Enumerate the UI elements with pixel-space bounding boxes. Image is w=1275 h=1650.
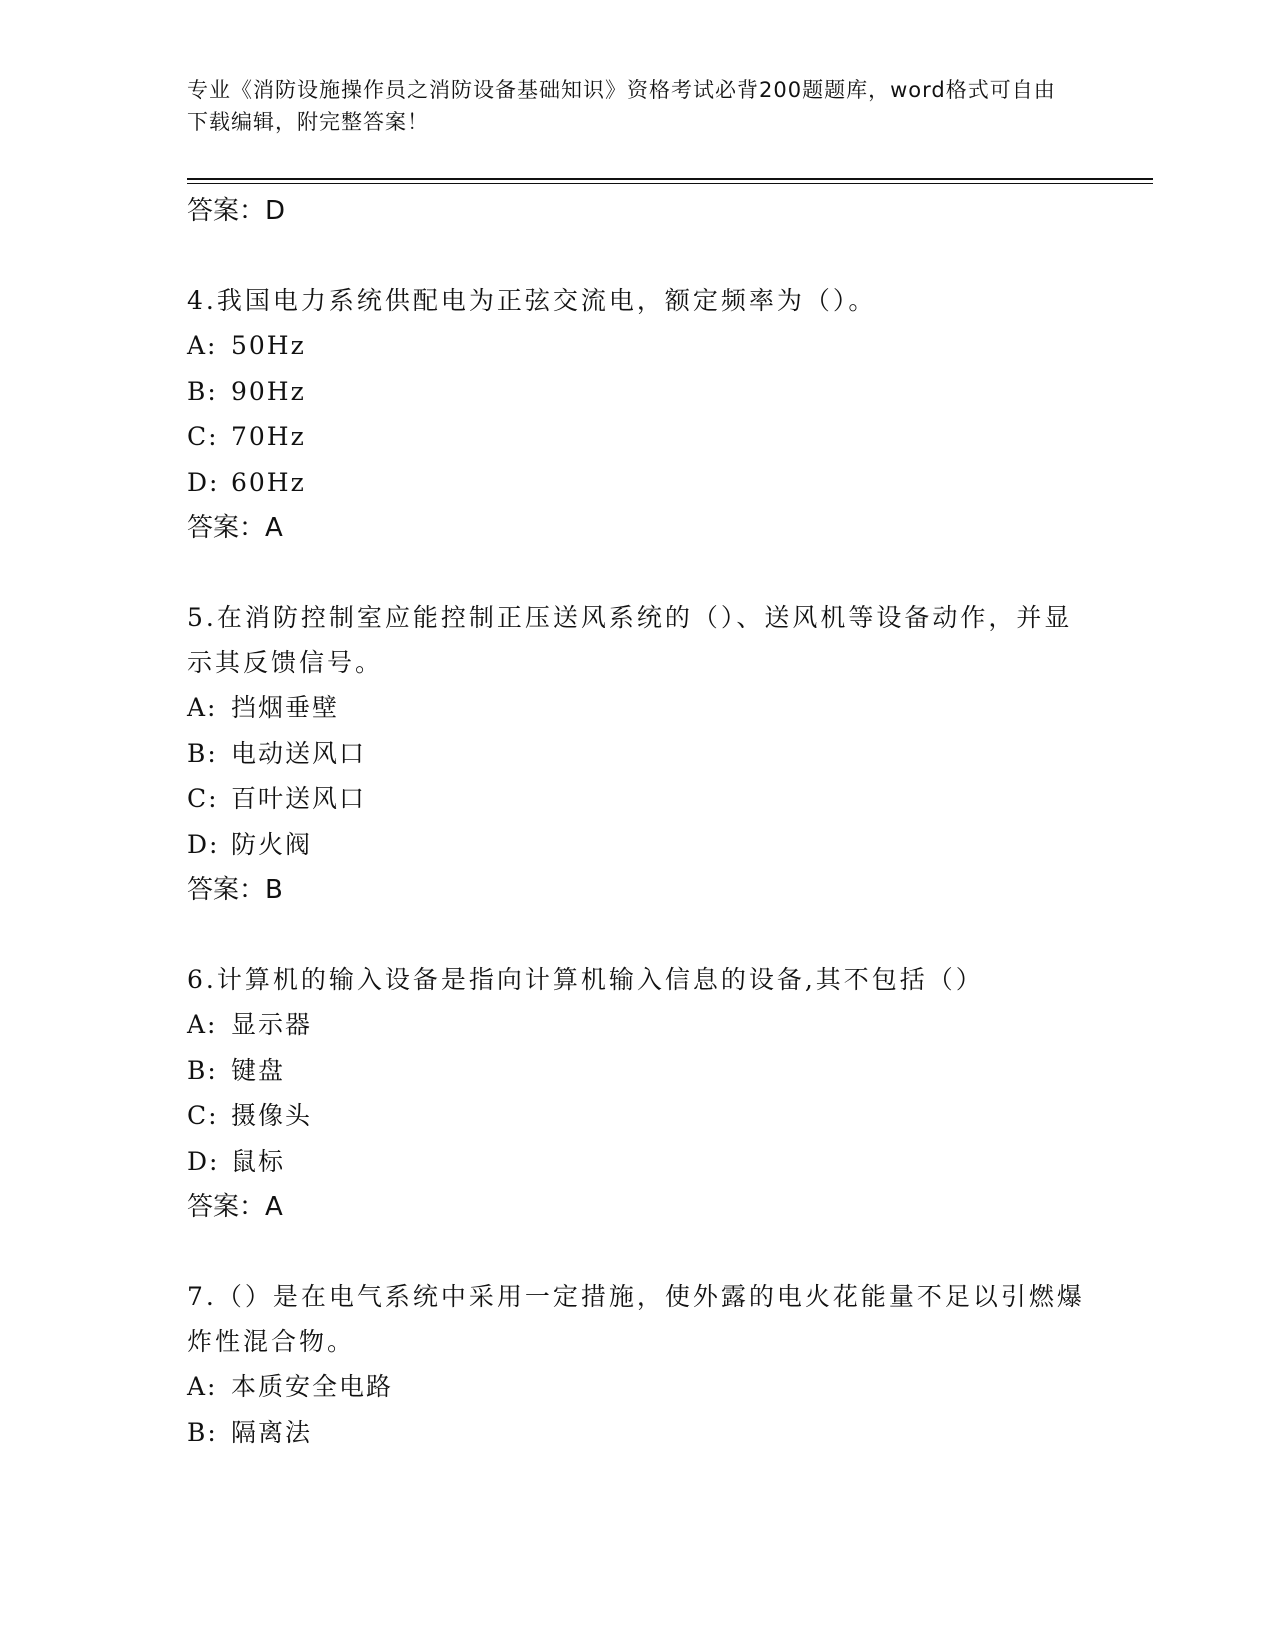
option-a bbox=[187, 1364, 1087, 1410]
question-text: 7.（）是在电气系统中采用一定措施，使外露的电火花能量不足以引燃爆炸性混合物。 bbox=[187, 1282, 1085, 1356]
question-item bbox=[187, 595, 1087, 913]
answer-line: 答案：D bbox=[187, 196, 286, 226]
option-key: D: bbox=[187, 829, 220, 859]
document-header bbox=[187, 74, 1067, 138]
option-text: 70Hz bbox=[231, 422, 306, 451]
option-text: 60Hz bbox=[231, 467, 306, 497]
option-text: 50Hz bbox=[231, 331, 306, 360]
answer-line: 答案：A bbox=[187, 513, 283, 543]
option-c bbox=[187, 414, 1087, 460]
option-key: A: bbox=[187, 693, 218, 722]
option-text: 显示器 bbox=[231, 1010, 313, 1039]
option-text: 鼠标 bbox=[231, 1146, 286, 1176]
answer-line: 答案：A bbox=[187, 1192, 283, 1222]
option-key: B: bbox=[187, 376, 218, 406]
option-text: 本质安全电路 bbox=[231, 1372, 394, 1401]
option-c bbox=[187, 776, 1087, 822]
option-b bbox=[187, 369, 1087, 415]
option-text: 90Hz bbox=[231, 376, 306, 406]
option-key: A: bbox=[187, 331, 218, 360]
option-text: 百叶送风口 bbox=[231, 784, 367, 813]
option-text: 防火阀 bbox=[231, 829, 313, 859]
option-key: B: bbox=[187, 738, 218, 768]
option-key: A: bbox=[187, 1010, 218, 1039]
option-d bbox=[187, 460, 1087, 506]
question-text: 5.在消防控制室应能控制正压送风系统的（）、送风机等设备动作，并显示其反馈信号。 bbox=[187, 603, 1073, 677]
option-key: A: bbox=[187, 1372, 218, 1401]
option-key: D: bbox=[187, 467, 220, 497]
option-text: 电动送风口 bbox=[231, 738, 367, 768]
header-text: 专业《消防设施操作员之消防设备基础知识》资格考试必背200题题库，word格式可自由下载编辑，附完整答案！ bbox=[187, 78, 1056, 134]
question-item bbox=[187, 1274, 1087, 1455]
option-key: D: bbox=[187, 1146, 220, 1176]
option-key: B: bbox=[187, 1417, 218, 1447]
option-text: 挡烟垂壁 bbox=[231, 693, 340, 722]
question-text: 4.我国电力系统供配电为正弦交流电，额定频率为（）。 bbox=[187, 286, 877, 315]
option-d bbox=[187, 822, 1087, 868]
answer-line: 答案：B bbox=[187, 875, 283, 905]
option-b bbox=[187, 1048, 1087, 1094]
option-key: C: bbox=[187, 1101, 219, 1130]
option-key: B: bbox=[187, 1055, 218, 1085]
option-b bbox=[187, 731, 1087, 777]
question-item bbox=[187, 957, 1087, 1230]
option-a bbox=[187, 323, 1087, 369]
option-key: C: bbox=[187, 422, 219, 451]
option-key: C: bbox=[187, 784, 219, 813]
option-a bbox=[187, 1002, 1087, 1048]
option-b bbox=[187, 1410, 1087, 1456]
option-text: 键盘 bbox=[231, 1055, 286, 1085]
question-item bbox=[187, 278, 1087, 551]
option-a bbox=[187, 685, 1087, 731]
option-text: 隔离法 bbox=[231, 1417, 313, 1447]
header-divider-thin bbox=[187, 183, 1153, 184]
header-divider-thick bbox=[187, 178, 1153, 180]
question-text: 6.计算机的输入设备是指向计算机输入信息的设备,其不包括（） bbox=[187, 965, 984, 994]
option-text: 摄像头 bbox=[231, 1101, 313, 1130]
question-list bbox=[187, 188, 1087, 1455]
option-c bbox=[187, 1093, 1087, 1139]
option-d bbox=[187, 1139, 1087, 1185]
